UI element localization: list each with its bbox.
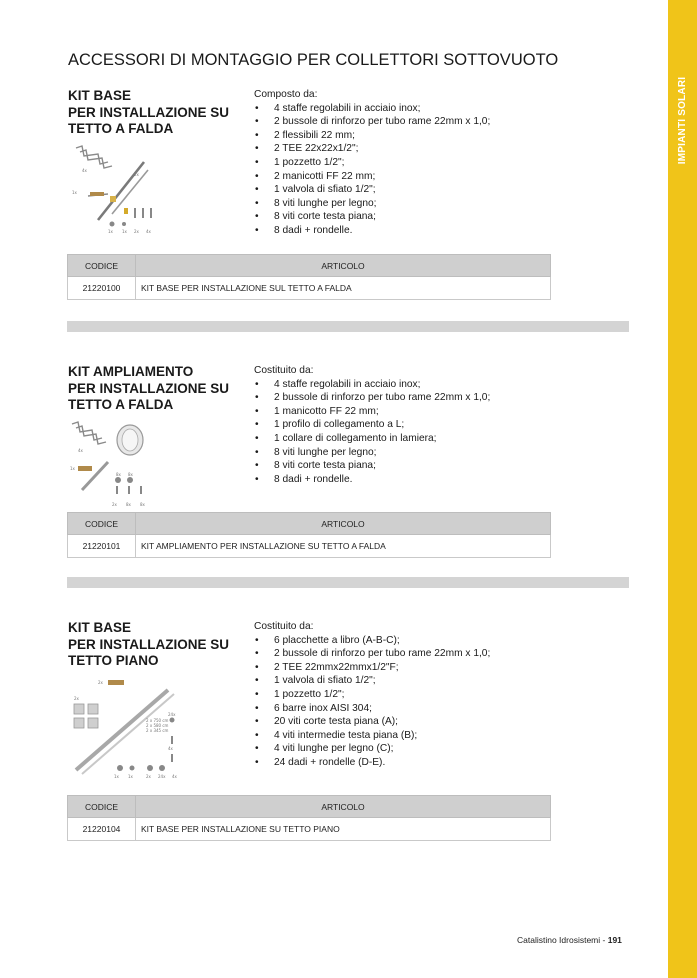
svg-text:24x: 24x <box>168 712 176 717</box>
svg-text:4x: 4x <box>146 229 151 234</box>
svg-text:2x: 2x <box>134 172 139 177</box>
catalog-name: Catalistino Idrosistemi - <box>517 935 606 945</box>
list-item: • 1 pozzetto 1/2"; <box>254 688 490 702</box>
product-illustration <box>68 142 168 234</box>
composition-list: Costituito da: • 6 placchette a libro (A-B-C); • 2 bussole di rinforzo per tubo rame 22mm x 1,0; • 2 TEE 22mmx22mmx1/2"F; • 1 valvola di sfiato 1/2"; • 1 pozzetto 1/2"; • 6 barre inox AISI 304; • 20 viti corte testa piana (A); • 4 viti intermedie testa piana (B); • 4 viti lunghe per legno (C); • 24 dadi + rondelle (D-E). <box>254 620 490 770</box>
page-title: ACCESSORI DI MONTAGGIO PER COLLETTORI SOTTOVUOTO <box>68 51 559 69</box>
product-code: 21220101 <box>68 535 136 558</box>
section-divider <box>67 577 629 588</box>
list-item: • 2 bussole di rinforzo per tubo rame 22mm x 1,0; <box>254 115 490 129</box>
list-item: • 2 TEE 22mmx22mmx1/2"F; <box>254 661 490 675</box>
list-item: • 8 dadi + rondelle. <box>254 224 490 238</box>
svg-text:1x: 1x <box>72 190 77 195</box>
svg-text:2x: 2x <box>74 696 79 701</box>
svg-text:1x: 1x <box>108 229 113 234</box>
column-header-article: ARTICOLO <box>136 513 551 535</box>
svg-text:8x: 8x <box>126 502 131 507</box>
list-item: • 4 staffe regolabili in acciaio inox; <box>254 378 490 392</box>
list-item: • 1 valvola di sfiato 1/2"; <box>254 183 490 197</box>
list-item: • 2 bussole di rinforzo per tubo rame 22mm x 1,0; <box>254 647 490 661</box>
table-row <box>68 535 551 558</box>
svg-text:1x: 1x <box>114 774 119 779</box>
svg-text:1x: 1x <box>122 229 127 234</box>
svg-text:2x: 2x <box>146 774 151 779</box>
list-item: • 8 viti corte testa piana; <box>254 459 490 473</box>
column-header-code: CODICE <box>68 796 136 818</box>
list-item: • 8 dadi + rondelle. <box>254 473 490 487</box>
list-item: • 4 viti intermedie testa piana (B); <box>254 729 490 743</box>
product-illustration <box>68 676 188 780</box>
product-article: KIT AMPLIAMENTO PER INSTALLAZIONE SU TETTO A FALDA <box>136 535 551 558</box>
svg-text:4x: 4x <box>78 448 83 453</box>
list-item: • 6 barre inox AISI 304; <box>254 702 490 716</box>
product-title: KIT AMPLIAMENTO PER INSTALLAZIONE SU TETTO A FALDA <box>68 364 230 412</box>
list-item: • 6 placchette a libro (A-B-C); <box>254 634 490 648</box>
list-item: • 2 bussole di rinforzo per tubo rame 22mm x 1,0; <box>254 391 490 405</box>
svg-text:2 x 345 cm: 2 x 345 cm <box>146 728 169 733</box>
list-item: • 8 viti lunghe per legno; <box>254 446 490 460</box>
list-item: • 1 manicotto FF 22 mm; <box>254 405 490 419</box>
list-item: • 4 viti lunghe per legno (C); <box>254 742 490 756</box>
svg-text:8x: 8x <box>128 472 133 477</box>
svg-text:1x: 1x <box>128 774 133 779</box>
svg-text:4x: 4x <box>82 168 87 173</box>
svg-text:8x: 8x <box>140 502 145 507</box>
product-title: KIT BASE PER INSTALLAZIONE SU TETTO PIANO <box>68 620 230 668</box>
list-item: • 2 manicotti FF 22 mm; <box>254 170 490 184</box>
list-item: • 1 collare di collegamento in lamiera; <box>254 432 490 446</box>
list-item: • 4 staffe regolabili in acciaio inox; <box>254 102 490 116</box>
svg-text:2x: 2x <box>134 229 139 234</box>
product-title: KIT BASE PER INSTALLAZIONE SU TETTO A FALDA <box>68 88 230 136</box>
list-item: • 2 flessibili 22 mm; <box>254 129 490 143</box>
product-article: KIT BASE PER INSTALLAZIONE SUL TETTO A FALDA <box>136 277 551 300</box>
column-header-article: ARTICOLO <box>136 255 551 277</box>
svg-text:2x: 2x <box>98 680 103 685</box>
sidebar-label: IMPIANTI SOLARI <box>677 76 689 164</box>
product-code: 21220100 <box>68 277 136 300</box>
svg-text:1x: 1x <box>70 466 75 471</box>
table-row <box>68 818 551 841</box>
product-illustration <box>68 418 168 510</box>
list-item: • 8 viti corte testa piana; <box>254 210 490 224</box>
page-number: 191 <box>607 935 622 945</box>
list-item: • 1 pozzetto 1/2"; <box>254 156 490 170</box>
column-header-article: ARTICOLO <box>136 796 551 818</box>
svg-text:2x: 2x <box>112 502 117 507</box>
svg-text:2 x 750 cm: 2 x 750 cm <box>146 718 169 723</box>
list-item: • 2 TEE 22x22x1/2"; <box>254 142 490 156</box>
svg-text:24x: 24x <box>158 774 166 779</box>
svg-text:8x: 8x <box>116 472 121 477</box>
svg-text:4x: 4x <box>172 774 177 779</box>
svg-text:2 x 580 cm: 2 x 580 cm <box>146 723 169 728</box>
product-code: 21220104 <box>68 818 136 841</box>
product-article: KIT BASE PER INSTALLAZIONE SU TETTO PIANO <box>136 818 551 841</box>
composition-list: Costituito da: • 4 staffe regolabili in acciaio inox; • 2 bussole di rinforzo per tubo rame 22mm x 1,0; • 1 manicotto FF 22 mm; • 1 profilo di collegamento a L; • 1 collare di collegamento in lamiera; • 8 viti lunghe per legno; • 8 viti corte testa piana; • 8 dadi + rondelle. <box>254 364 490 486</box>
list-item: • 1 profilo di collegamento a L; <box>254 418 490 432</box>
composition-list: Composto da: • 4 staffe regolabili in acciaio inox; • 2 bussole di rinforzo per tubo rame 22mm x 1,0; • 2 flessibili 22 mm; • 2 TEE 22x22x1/2"; • 1 pozzetto 1/2"; • 2 manicotti FF 22 mm; • 1 valvola di sfiato 1/2"; • 8 viti lunghe per legno; • 8 viti corte testa piana; • 8 dadi + rondelle. <box>254 88 490 238</box>
product-table <box>67 795 551 841</box>
product-table <box>67 254 551 300</box>
page-footer <box>517 935 622 945</box>
list-item: • 24 dadi + rondelle (D-E). <box>254 756 490 770</box>
list-item: • 8 viti lunghe per legno; <box>254 197 490 211</box>
column-header-code: CODICE <box>68 255 136 277</box>
list-item: • 1 valvola di sfiato 1/2"; <box>254 674 490 688</box>
svg-text:4x: 4x <box>168 746 173 751</box>
list-item: • 20 viti corte testa piana (A); <box>254 715 490 729</box>
section-divider <box>67 321 629 332</box>
column-header-code: CODICE <box>68 513 136 535</box>
product-table <box>67 512 551 558</box>
table-row <box>68 277 551 300</box>
